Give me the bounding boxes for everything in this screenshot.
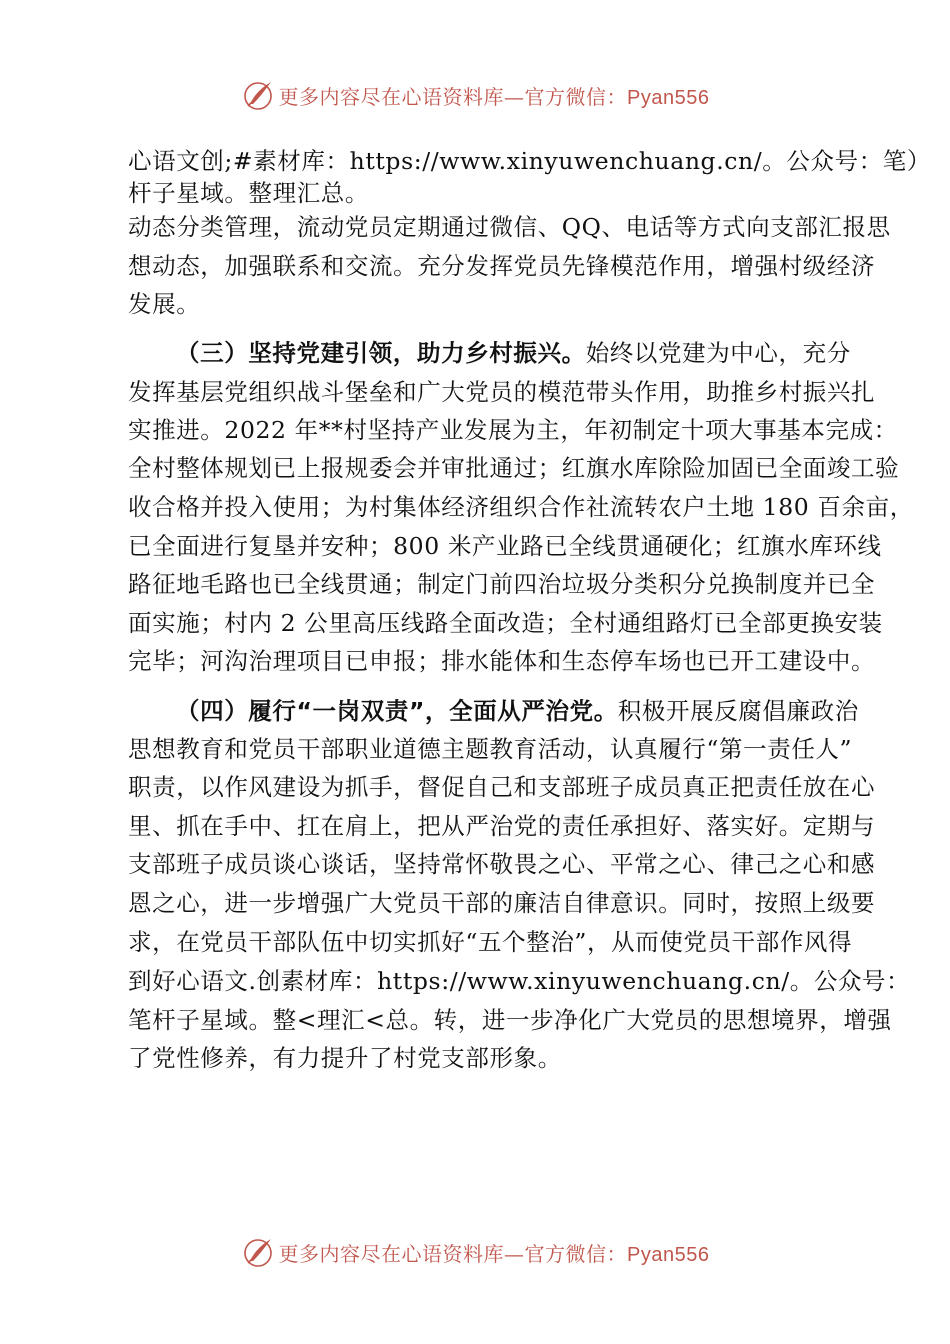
text-line: 收合格并投入使用；为村集体经济组织合作社流转农户土地 180 百余亩， [128, 493, 914, 521]
text-line: 想动态，加强联系和交流。充分发挥党员先锋模范作用，增强村级经济 [128, 252, 876, 280]
banner-text: 更多内容尽在心语资料库—官方微信：Pyan556 [278, 1241, 710, 1266]
text-line: 支部班子成员谈心谈话，坚持常怀敬畏之心、平常之心、律己之心和感 [128, 850, 876, 878]
text-line: 恩之心，进一步增强广大党员干部的廉洁自律意识。同时，按照上级要 [128, 889, 876, 917]
text-line: 求，在党员干部队伍中切实抓好“五个整治”，从而使党员干部作风得 [128, 928, 853, 956]
text-line: 动态分类管理，流动党员定期通过微信、QQ、电话等方式向支部汇报思 [128, 213, 891, 241]
banner-text: 更多内容尽在心语资料库—官方微信：Pyan556 [278, 84, 710, 109]
text-line: 全村整体规划已上报规委会并审批通过；红旗水库除险加固已全面竣工验 [128, 454, 900, 482]
text-line: 杆子星域。整理汇总。 [128, 179, 369, 207]
section-four-paragraph [176, 696, 859, 726]
section-three-lead: 始终以党建为中心，充分 [585, 339, 851, 367]
text-line: 已全面进行复垦并安种；800 米产业路已全线贯通硬化；红旗水库环线 [128, 532, 882, 560]
quill-logo-icon [241, 1235, 275, 1269]
section-four-lead: 积极开展反腐倡廉政治 [617, 697, 859, 725]
text-line: 发展。 [128, 290, 201, 318]
section-three-heading: （三）坚持党建引领，助力乡村振兴。 [176, 339, 586, 367]
text-line: 职责，以作风建设为抓手，督促自己和支部班子成员真正把责任放在心 [128, 773, 876, 801]
text-line: 笔杆子星域。整<理汇<总。转，进一步净化广大党员的思想境界，增强 [128, 1006, 892, 1034]
text-line: 思想教育和党员干部职业道德主题教育活动，认真履行“第一责任人” [128, 735, 853, 763]
text-line: 了党性修养，有力提升了村党支部形象。 [128, 1044, 562, 1072]
text-line: 面实施；村内 2 公里高压线路全面改造；全村通组路灯已全部更换安装 [128, 609, 883, 637]
text-line: 路征地毛路也已全线贯通；制定门前四治垃圾分类积分兑换制度并已全 [128, 570, 876, 598]
text-line: 实推进。2022 年**村坚持产业发展为主，年初制定十项大事基本完成： [128, 416, 898, 444]
footer-banner [0, 1232, 950, 1272]
section-four-heading: （四）履行“一岗双责”，全面从严治党。 [176, 697, 618, 725]
text-line: 到好心语文.创素材库：https://www.xinyuwenchuang.cn/。公众号： [128, 967, 911, 995]
text-line: 心语文创;#素材库：https://www.xinyuwenchuang.cn/。公众号：笔） [128, 147, 931, 175]
text-line: 里、抓在手中、扛在肩上，把从严治党的责任承担好、落实好。定期与 [128, 812, 876, 840]
text-line: 完毕；河沟治理项目已申报；排水能体和生态停车场也已开工建设中。 [128, 647, 876, 675]
section-three-paragraph [176, 338, 851, 368]
text-line: 发挥基层党组织战斗堡垒和广大党员的模范带头作用，助推乡村振兴扎 [128, 378, 876, 406]
